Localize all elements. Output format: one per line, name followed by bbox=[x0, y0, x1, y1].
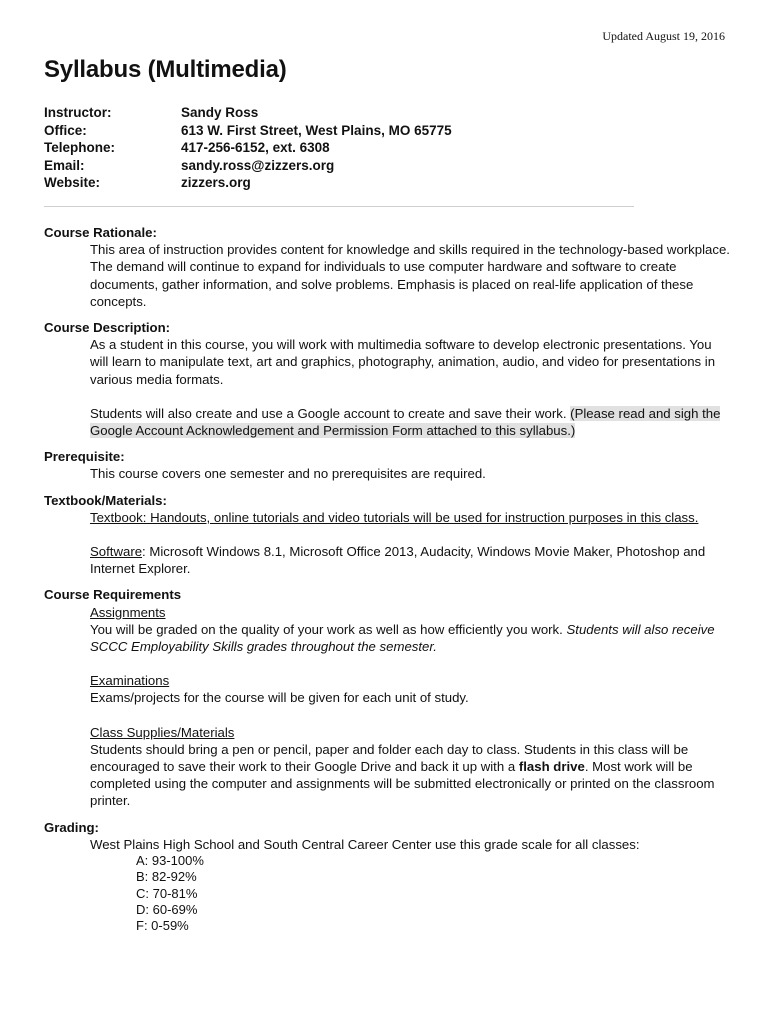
subsection-label: Class Supplies/Materials bbox=[90, 724, 235, 740]
info-value: sandy.ross@zizzers.org bbox=[181, 157, 335, 173]
section-body bbox=[90, 509, 730, 578]
section-body bbox=[90, 604, 730, 810]
software-line bbox=[90, 543, 730, 577]
page-title: Syllabus (Multimedia) bbox=[44, 56, 287, 83]
section-text: This course covers one semester and no prerequisites are required. bbox=[90, 466, 486, 482]
subsection-supplies bbox=[90, 724, 730, 810]
subsection-text: Exams/projects for the course will be given for each unit of study. bbox=[90, 690, 469, 706]
paragraph: As a student in this course, you will work with multimedia software to develop electronic presentations. You will learn to manipulate text, art and graphics, photography, animation, audio, and video for presentations in various media formats. bbox=[90, 337, 716, 387]
subsection-text bbox=[90, 741, 730, 810]
info-row-email bbox=[44, 157, 452, 175]
instructor-info bbox=[44, 104, 452, 192]
info-label: Office: bbox=[44, 122, 87, 138]
paragraph bbox=[90, 405, 730, 439]
textbook-line: Textbook: Handouts, online tutorials and video tutorials will be used for instruction purposes in this class. bbox=[90, 509, 699, 525]
assignments-text: You will be graded on the quality of your work as well as how efficiently you work. bbox=[90, 621, 563, 637]
subsection-assignments bbox=[90, 604, 730, 656]
assignments-italic: Students will also receive SCCC Employability Skills grades throughout the semester. bbox=[90, 621, 715, 655]
section-heading: Course Rationale: bbox=[44, 225, 157, 240]
section-heading: Prerequisite: bbox=[44, 449, 125, 465]
section-rationale bbox=[44, 224, 730, 310]
divider bbox=[44, 206, 634, 207]
subsection-label: Assignments bbox=[90, 604, 166, 620]
section-heading: Course Description: bbox=[44, 320, 171, 336]
info-label: Telephone: bbox=[44, 140, 116, 155]
grade-d: D: 60-69% bbox=[136, 901, 198, 917]
section-requirements bbox=[44, 586, 730, 809]
section-text: This area of instruction provides content for knowledge and skills required in the technology-based workplace. The demand will continue to expand for individuals to use computer hardware and software to create documents, gather information, and solve problems. Emphasis is placed on real-life application of these concepts. bbox=[90, 242, 730, 309]
grade-b: B: 82-92% bbox=[136, 869, 197, 885]
grade-c: C: 70-81% bbox=[136, 885, 198, 901]
supplies-bold: flash drive bbox=[518, 759, 585, 775]
grade-scale bbox=[90, 853, 730, 934]
supplies-text-end: . Most work will be completed using the computer and assignments will be submitted electronically or printed on the classroom printer. bbox=[90, 759, 715, 809]
info-row-website bbox=[44, 174, 452, 192]
syllabus-body bbox=[44, 224, 730, 943]
paragraph-text: Students will also create and use a Google account to create and save their work. bbox=[90, 405, 567, 421]
grade-scale-list bbox=[136, 853, 730, 934]
info-row-telephone bbox=[44, 139, 452, 157]
grading-intro: West Plains High School and South Central Career Center use this grade scale for all classes: bbox=[90, 836, 640, 852]
software-label: Software bbox=[90, 544, 143, 560]
section-body bbox=[90, 336, 730, 439]
highlighted-note: (Please read and sigh the Google Account Acknowledgement and Permission Form attached to this syllabus.) bbox=[90, 405, 721, 439]
info-label: Email: bbox=[44, 157, 85, 173]
supplies-text: Students should bring a pen or pencil, paper and folder each day to class. Students in this class will be encouraged to save their work to their Google Drive and back it up with a bbox=[90, 741, 689, 775]
section-heading: Grading: bbox=[44, 819, 99, 835]
grade-f: F: 0-59% bbox=[136, 917, 189, 933]
info-value: 613 W. First Street, West Plains, MO 65775 bbox=[181, 122, 452, 138]
info-label: Instructor: bbox=[44, 105, 112, 120]
section-textbook bbox=[44, 492, 730, 578]
section-heading: Textbook/Materials: bbox=[44, 492, 167, 508]
subsection-label: Examinations bbox=[90, 673, 170, 689]
section-description bbox=[44, 319, 730, 439]
grade-a: A: 93-100% bbox=[136, 853, 204, 869]
info-row-instructor bbox=[44, 104, 452, 122]
subsection-text bbox=[90, 621, 730, 655]
section-heading: Course Requirements bbox=[44, 587, 182, 603]
section-grading bbox=[44, 819, 730, 934]
info-row-office bbox=[44, 122, 452, 140]
section-prerequisite bbox=[44, 448, 730, 482]
info-value: Sandy Ross bbox=[181, 105, 259, 120]
info-value: 417-256-6152, ext. 6308 bbox=[181, 140, 330, 155]
info-label: Website: bbox=[44, 175, 101, 190]
subsection-examinations bbox=[90, 672, 730, 706]
info-value: zizzers.org bbox=[181, 175, 251, 190]
software-text: : Microsoft Windows 8.1, Microsoft Office 2013, Audacity, Windows Movie Maker, Photoshop and Internet Explorer. bbox=[90, 544, 706, 577]
updated-date: Updated August 19, 2016 bbox=[602, 29, 725, 43]
